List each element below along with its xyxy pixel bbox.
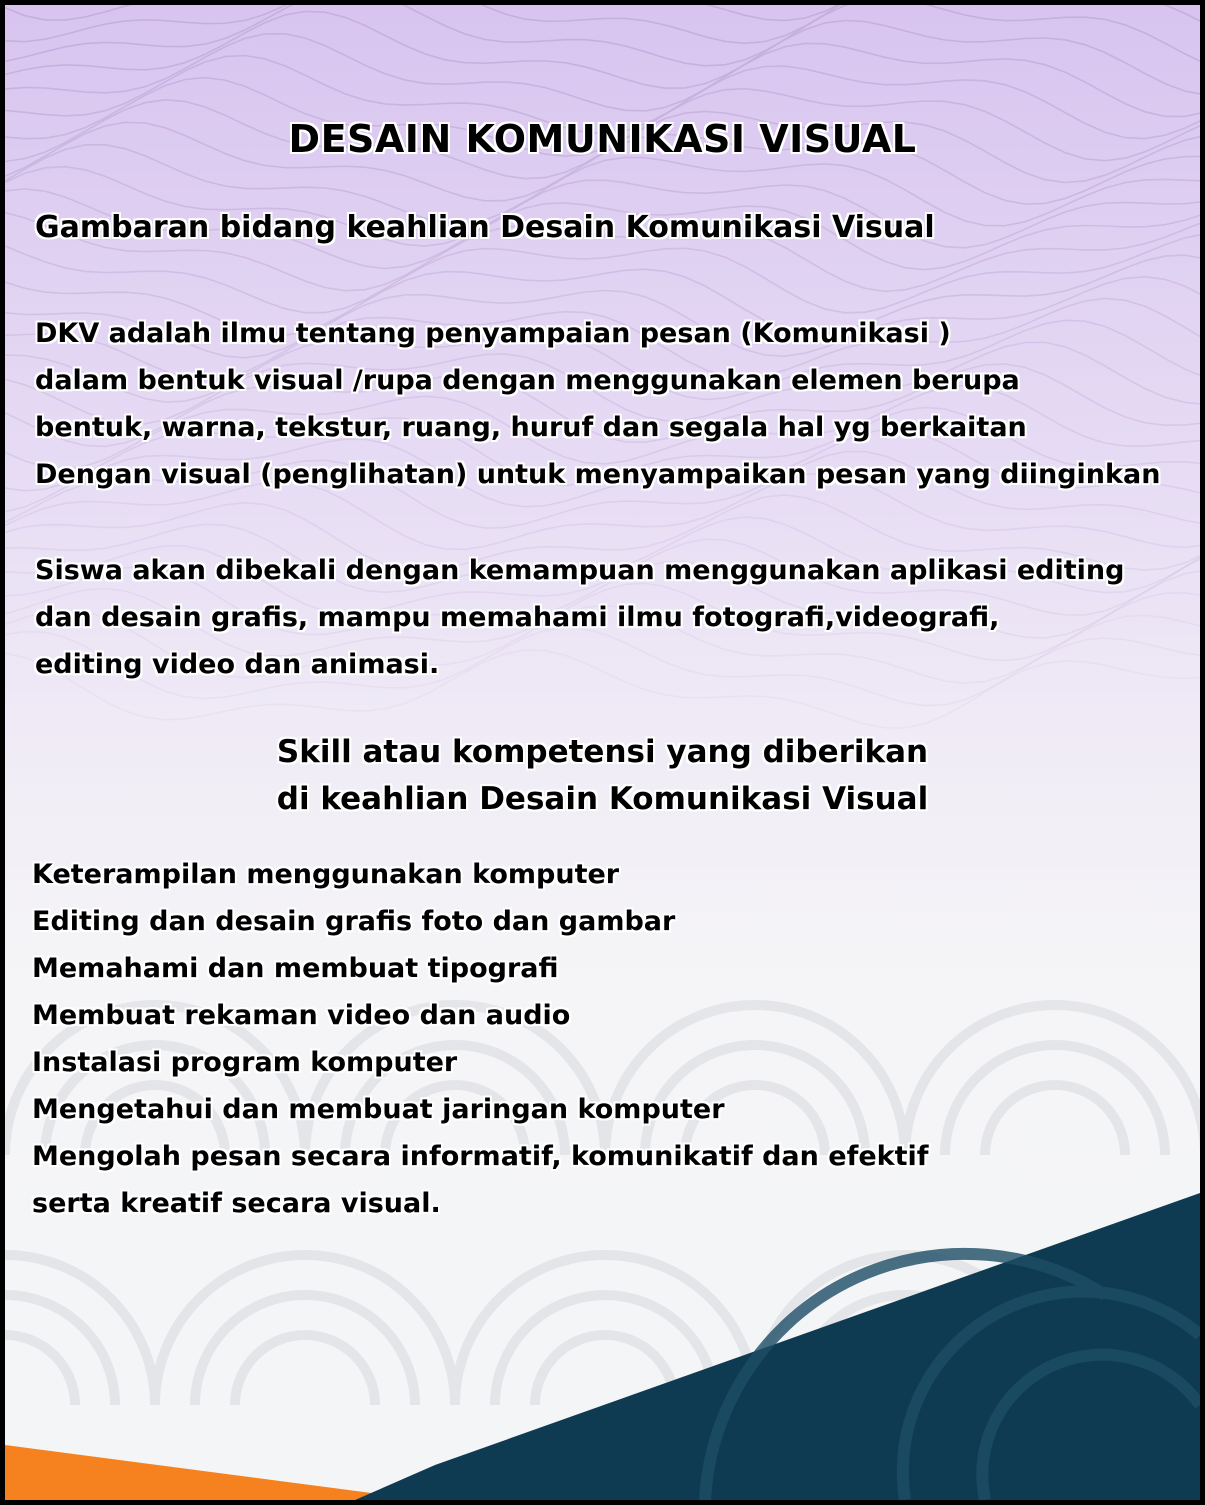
arc (5, 1335, 75, 1405)
list-item: serta kreatif secara visual. (32, 1188, 441, 1219)
arc (985, 1085, 1125, 1155)
student-paragraph (35, 547, 1124, 688)
arc (235, 1335, 375, 1405)
orange-stripe (5, 1445, 425, 1500)
paragraph-line: Dengan visual (penglihatan) untuk menyampaikan pesan yang diinginkan (35, 459, 1161, 490)
arc (945, 1045, 1165, 1155)
paragraph-line: DKV adalah ilmu tentang penyampaian pesan (Komunikasi ) (35, 318, 951, 349)
paragraph-line: dan desain grafis, mampu memahami ilmu fotografi,videografi, (35, 602, 1000, 633)
wave-line (5, 11, 1200, 94)
arc (5, 1295, 115, 1405)
arc (195, 1295, 415, 1405)
list-item: Memahami dan membuat tipografi (32, 953, 559, 984)
list-item: Keterampilan menggunakan komputer (32, 859, 620, 890)
paragraph-line: bentuk, warna, tekstur, ruang, huruf dan segala hal yg berkaitan (35, 412, 1027, 443)
list-item: Membuat rekaman video dan audio (32, 1000, 571, 1031)
skills-heading-line: Skill atau kompetensi yang diberikan (276, 734, 929, 770)
paragraph-line: dalam bentuk visual /rupa dengan menggunakan elemen berupa (35, 365, 1020, 396)
wave-line (5, 5, 1200, 43)
list-item: Mengolah pesan secara informatif, komunikatif dan efektif (32, 1141, 929, 1172)
overview-heading: Gambaran bidang keahlian Desain Komunikasi Visual (35, 210, 935, 245)
page-title: DESAIN KOMUNIKASI VISUAL (288, 117, 917, 161)
skills-heading-line: di keahlian Desain Komunikasi Visual (276, 781, 929, 817)
paragraph-line: Siswa akan dibekali dengan kemampuan menggunakan aplikasi editing (35, 555, 1125, 586)
wave-line (5, 5, 1200, 66)
navy-corner-shape (355, 1193, 1200, 1500)
list-item: Instalasi program komputer (32, 1047, 458, 1078)
description-paragraph (35, 310, 1160, 498)
paragraph-line: editing video dan animasi. (35, 649, 440, 680)
skills-list (32, 851, 929, 1227)
skills-heading (5, 729, 1200, 823)
list-item: Editing dan desain grafis foto dan gambar (32, 906, 676, 937)
list-item: Mengetahui dan membuat jaringan komputer (32, 1094, 725, 1125)
